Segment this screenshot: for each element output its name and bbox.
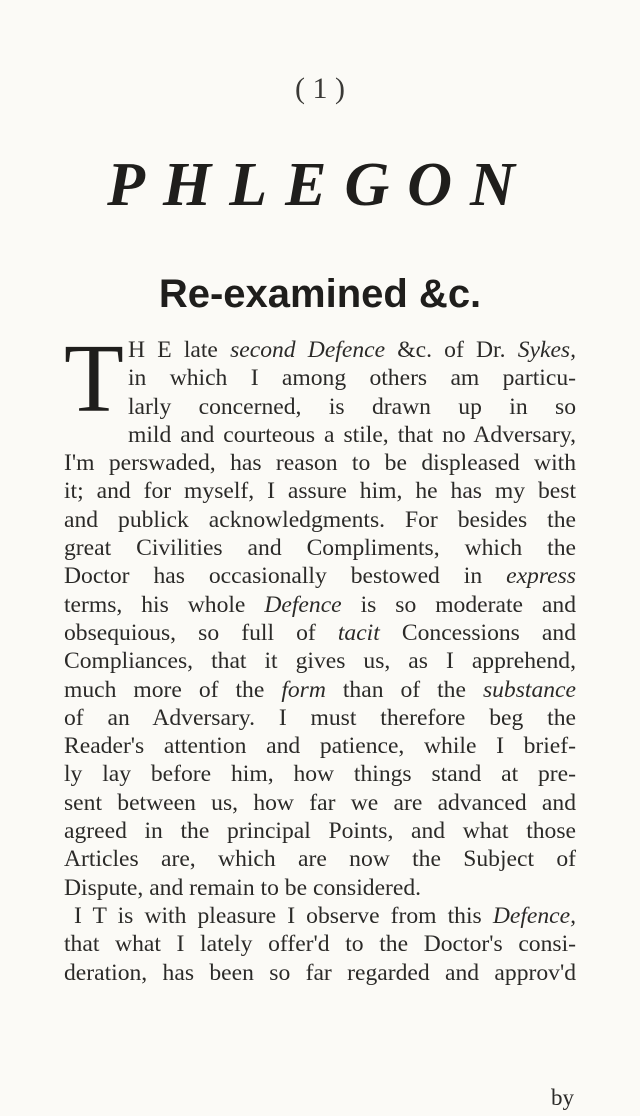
text-line: Articles are, which are now the Subject of <box>64 846 576 873</box>
text-line: Compliances, that it gives us, as I apprehend, <box>64 648 576 675</box>
text-line: in which I among others am particu- <box>128 365 576 392</box>
text-line: obsequious, so full of tacit Concessions and <box>64 619 576 646</box>
text-line: I T is with pleasure I observe from this Defence, <box>74 902 576 929</box>
page-subtitle: Re-examined &c. <box>158 272 482 316</box>
text-line: deration, has been so far regarded and approv'd <box>64 959 576 986</box>
text-line: terms, his whole Defence is so moderate and <box>64 591 576 618</box>
text-line: larly concerned, is drawn up in so <box>128 393 576 420</box>
catchword: by <box>551 1085 574 1110</box>
text-line: agreed in the principal Points, and what those <box>64 818 576 845</box>
text-line: I'm perswaded, has reason to be displeased with <box>64 450 576 477</box>
text-line: mild and courteous a stile, that no Adversary, <box>128 421 576 448</box>
text-line: great Civilities and Compliments, which the <box>64 535 576 562</box>
text-line: that what I lately offer'd to the Doctor's consi- <box>64 931 576 958</box>
text-line: sent between us, how far we are advanced and <box>64 789 576 816</box>
text-line: it; and for myself, I assure him, he has my best <box>64 478 576 505</box>
drop-cap: T <box>64 325 124 433</box>
body-text <box>64 325 577 987</box>
page-number: ( 1 ) <box>295 72 345 105</box>
text-line: Doctor has occasionally bestowed in express <box>64 563 576 590</box>
text-line: ly lay before him, how things stand at pre- <box>64 761 576 788</box>
text-line: Dispute, and remain to be considered. <box>64 874 422 901</box>
text-line: of an Adversary. I must therefore beg the <box>64 704 576 731</box>
text-line: Reader's attention and patience, while I brief- <box>64 733 576 760</box>
text-line: H E late second Defence &c. of Dr. Sykes, <box>128 337 577 363</box>
text-line: much more of the form than of the substance <box>64 676 576 703</box>
text-line: and publick acknowledgments. For besides the <box>64 506 576 533</box>
page-title: PHLEGON <box>107 151 533 219</box>
